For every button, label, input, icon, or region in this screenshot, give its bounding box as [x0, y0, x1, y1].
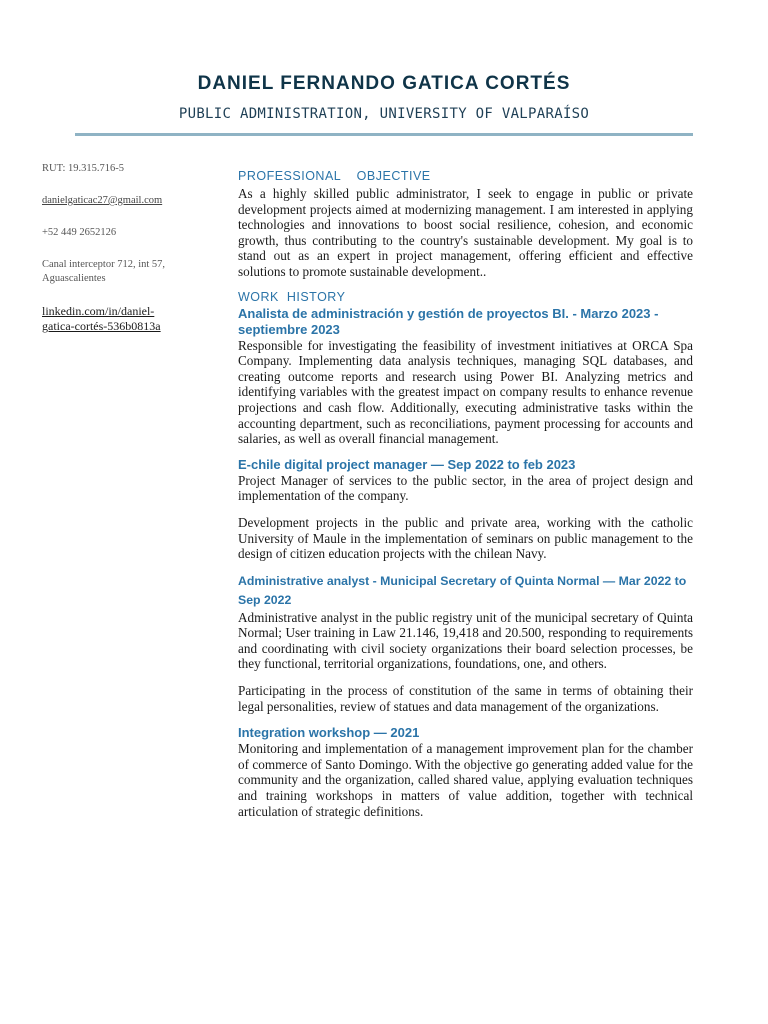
work-history-heading: WORK HISTORY [238, 289, 346, 304]
job-description: Development projects in the public and private area, working with the catholic University of Maule in the implementation of seminars on public management to the design of citizen education projects with the chilean Navy. [238, 514, 693, 562]
job-description: Responsible for investigating the feasibility of investment initiatives at ORCA Spa Company. Implementing data analysis techniques, managing SQL databases, and creating outcome reports and research using Power BI. Analyzing metrics and identifying variables with the greatest impact on company results to enhance revenue projections and cash flow. Additionally, executing administrative tasks within the accounting department, such as reconciliations, payment processing for accounts and salaries, as well as overall financial management. [238, 337, 693, 447]
job-title: E-chile digital project manager — Sep 2022 to feb 2023 [238, 456, 576, 472]
phone-text: +52 449 2652126 [42, 227, 117, 238]
address-line-1: Canal interceptor 712, int 57, [42, 259, 166, 270]
job-title: Analista de administración y gestión de proyectos BI. - Marzo 2023 - septiembre 2023 [238, 305, 659, 337]
candidate-name: DANIEL FERNANDO GATICA CORTÉS [197, 73, 571, 94]
objective-heading: PROFESSIONAL OBJECTIVE [238, 169, 431, 183]
address-text [42, 258, 192, 286]
candidate-subtitle: PUBLIC ADMINISTRATION, UNIVERSITY OF VALPARAÍSO [178, 106, 590, 122]
job-entry [238, 306, 693, 447]
address-line-2: Aguascalientes [42, 273, 106, 284]
linkedin-link[interactable] [42, 304, 192, 334]
job-description: Administrative analyst in the public registry unit of the municipal secretary of Quinta Normal; User training in Law 21.146, 19,418 and 20.500, responding to requirements and coordinating with civil society organizations their board selection processes, be they functional, territorial organizations, foundations, one, and others. [238, 609, 693, 672]
job-entry [238, 457, 693, 562]
main-content [238, 169, 693, 819]
job-entry [238, 725, 693, 819]
objective-text: As a highly skilled public administrator, I seek to engage in public or private development projects aimed at modernizing management. I am interested in applying technologies and innovations to boost social resilience, cohesion, and economic growth, thus contributing to the country's sustainable development. My goal is to stand out as an expert in project management, offering efficient and effective solutions to promote sustainable development.. [238, 186, 693, 279]
job-description: Project Manager of services to the public sector, in the area of project design and implementation of the company. [238, 472, 693, 504]
job-description: Monitoring and implementation of a management improvement plan for the chamber of commerce of Santo Domingo. With the objective go generating added value for the community and the organization, called shared value, applying evaluation techniques and training workshops in matters of value addition, together with technical articulation of strategic definitions. [238, 741, 693, 819]
contact-sidebar [42, 162, 192, 352]
linkedin-line-2[interactable]: gatica-cortés-536b0813a [42, 319, 161, 333]
job-title: Administrative analyst - Municipal Secretary of Quinta Normal — Mar 2022 to Sep 2022 [238, 573, 687, 607]
email-link[interactable]: danielgaticac27@gmail.com [42, 195, 163, 206]
job-title: Integration workshop — 2021 [238, 725, 420, 741]
job-entry [238, 572, 693, 715]
header-divider [75, 133, 693, 136]
job-description: Participating in the process of constitution of the same in terms of obtaining their legal personalities, review of statues and data management of the organizations. [238, 683, 693, 714]
linkedin-line-1[interactable]: linkedin.com/in/daniel- [42, 304, 155, 318]
rut-text: RUT: 19.315.716-5 [42, 163, 125, 174]
